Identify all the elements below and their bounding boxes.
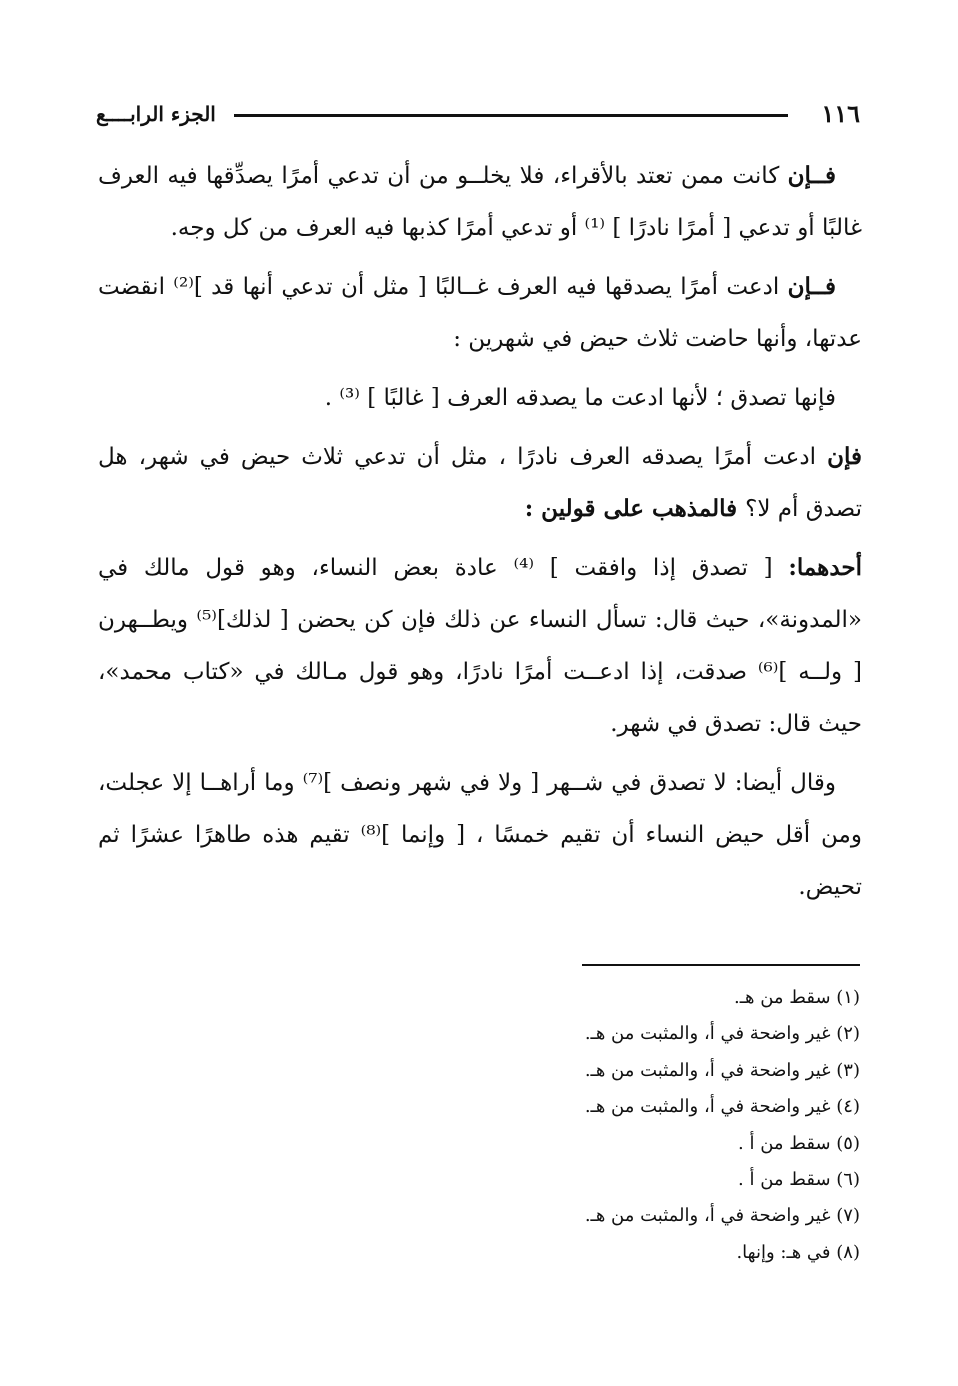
paragraph-tail-bold: فالمذهب على قولين : (524, 495, 746, 522)
paragraph (98, 150, 862, 254)
paragraph (98, 261, 862, 365)
footnotes (360, 980, 860, 1271)
footnote: (٢) غير واضحة في أ، والمثبت من هـ. (584, 1023, 860, 1045)
page-header (96, 96, 860, 136)
paragraph-lead: فــإن (787, 273, 836, 300)
paragraph-text: ادعت أمرًا يصدقها فيه العرف غــالبًا [ مثل أن تدعي أنها قد ]⁽²⁾ انقضت عدتها، وأنها حاضت ثلاث حيض في شهرين : (98, 274, 862, 352)
footnote: (١) سقط من هـ. (734, 987, 860, 1008)
paragraph-text: كانت ممن تعتد بالأقراء، فلا يخلــو من أن تدعي أمرًا يصدِّقها فيه العرف غالبًا أو تدعي [ أمرًا نادرًا ] ⁽¹⁾ أو تدعي أمرًا كذبها فيه العرف من كل وجه. (98, 163, 862, 241)
footnote: (٨) في هـ: وإنها. (736, 1241, 860, 1263)
footnote: (٤) غير واضحة في أ، والمثبت من هـ. (584, 1096, 860, 1118)
header-rule (234, 114, 788, 117)
paragraph (98, 431, 862, 535)
paragraph (98, 542, 862, 750)
paragraph (98, 372, 862, 424)
running-head: الجزء الرابــــع (96, 102, 216, 126)
footnote: (٣) غير واضحة في أ، والمثبت من هـ. (584, 1059, 860, 1081)
paragraph-lead: أحدهما: (788, 554, 862, 581)
paragraph-text: وقال أيضا: لا تصدق في شــهر [ ولا في شهر ونصف ]⁽⁷⁾ وما أراهــا إلا عجلت، ومن أقل حيض النساء أن تقيم خمسًا ، [ وإنما ]⁽⁸⁾ تقيم هذه طاهرًا عشرًا ثم تحيض. (98, 770, 862, 900)
main-text (98, 150, 862, 920)
footnote: (٥) سقط من أ . (738, 1132, 860, 1154)
paragraph (98, 757, 862, 913)
footnote-separator (582, 964, 860, 966)
paragraph-text: فإنها تصدق ؛ لأنها ادعت ما يصدقه العرف [ غالبًا ] ⁽³⁾ . (324, 385, 836, 411)
paragraph-lead: فــإن (787, 162, 836, 189)
paragraph-lead: فإن (827, 443, 862, 470)
footnote: (٧) غير واضحة في أ، والمثبت من هـ. (584, 1205, 860, 1227)
page-number: ١١٦ (821, 99, 860, 128)
paragraph-text: ادعت أمرًا يصدقه العرف نادرًا ، مثل أن تدعي ثلاث حيض في شهر، هل تصدق أم لا؟ (98, 444, 862, 522)
footnote: (٦) سقط من أ . (738, 1169, 860, 1191)
paragraph-text: [ تصدق إذا وافقت ] ⁽⁴⁾ عادة بعض النساء، وهو قول مالك في «المدونة»، حيث قال: تسأل النساء عن ذلك فإن كن يحضن [ لذلك]⁽⁵⁾ ويطــهرن [ ولــه ]⁽⁶⁾ صدقت، إذا ادعــت أمرًا نادرًا، وهو قول مـالك في «كتاب محمد»، حيث قال: تصدق في شهر. (98, 555, 863, 737)
